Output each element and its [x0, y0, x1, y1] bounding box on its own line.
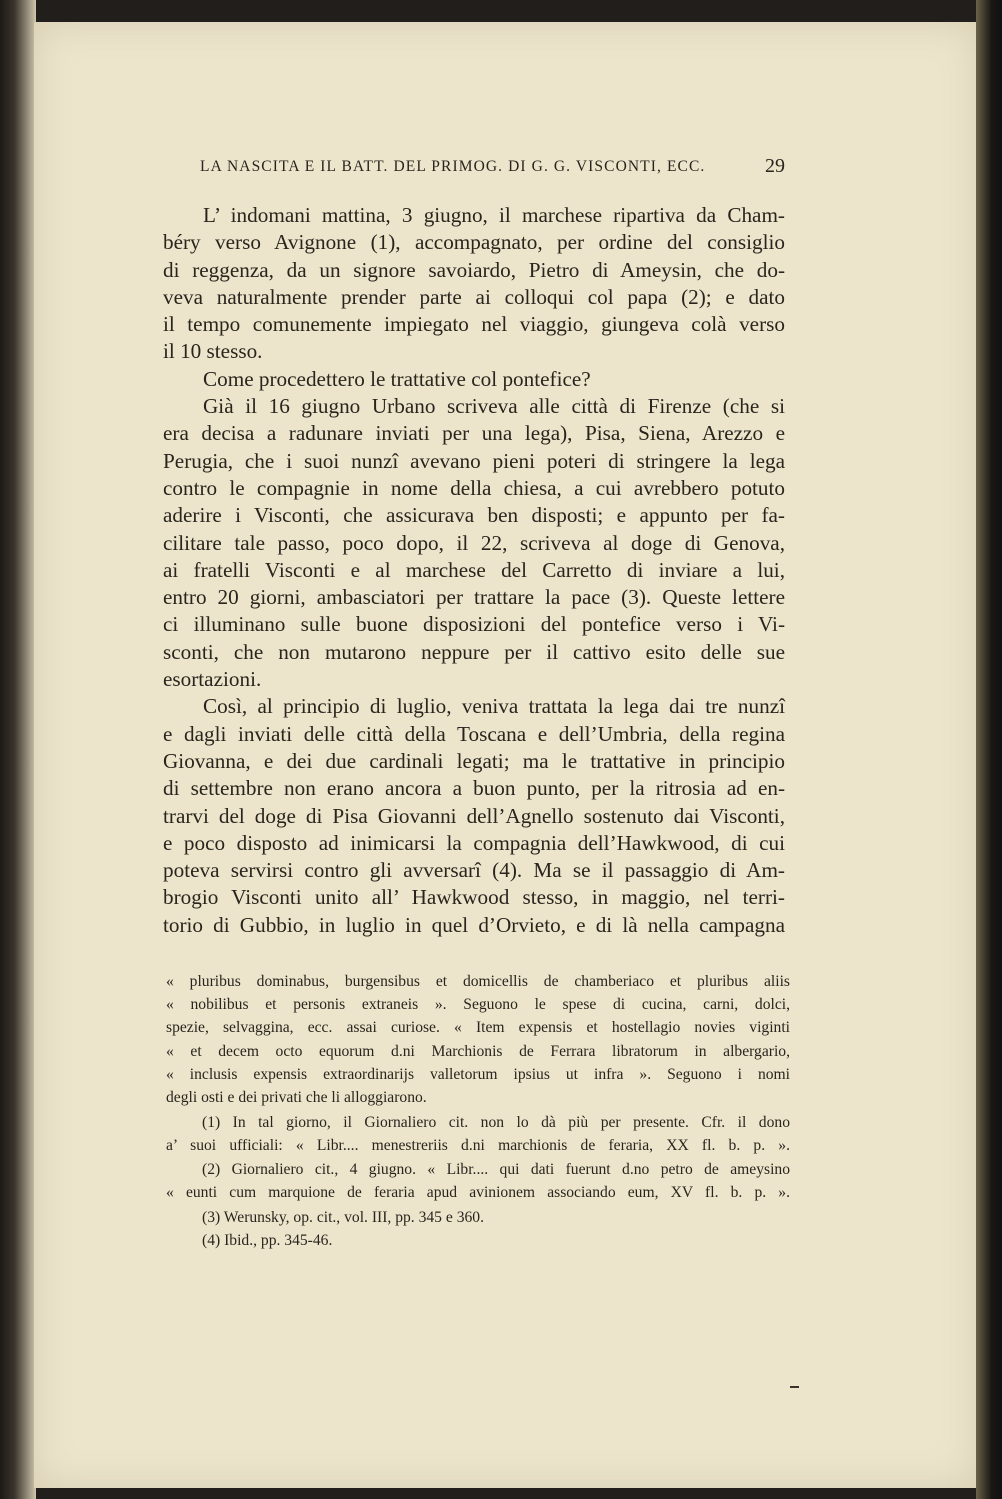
text-line: di reggenza, da un signore savoiardo, Pietro di Ameysin, che do-	[163, 257, 785, 282]
text-line: veva naturalmente prender parte ai colloqui col papa (2); e dato	[163, 284, 785, 309]
text-line: Così, al principio di luglio, veniva trattata la lega dai tre nunzî	[203, 694, 785, 719]
text-line: cilitare tale passo, poco dopo, il 22, scriveva al doge di Genova,	[163, 530, 785, 555]
footnote-line: « nobilibus et personis extraneis ». Seguono le spese di cucina, carni, dolci,	[166, 996, 790, 1014]
text-line: L’ indomani mattina, 3 giugno, il marchese ripartiva da Cham-	[203, 203, 785, 227]
text-line: il tempo comunemente impiegato nel viaggio, giungeva colà verso	[163, 312, 785, 337]
binding-edge	[0, 0, 36, 1499]
footnotes	[166, 970, 790, 1252]
footnote-line: « eunti cum marquione de feraria apud avinionem associando eum, XV fl. b. p. ».	[166, 1183, 790, 1201]
text-line: esortazioni.	[163, 667, 262, 692]
footnote-2: (2) Giornaliero cit., 4 giugno. « Libr.... qui dati fuerunt d.no petro de ameysino	[202, 1160, 790, 1178]
text-line: era decisa a radunare inviati per una lega), Pisa, Siena, Arezzo e	[163, 421, 785, 446]
page-right-edge	[976, 0, 1002, 1499]
main-text	[163, 202, 785, 939]
text-line: béry verso Avignone (1), accompagnato, per ordine del consiglio	[163, 230, 785, 255]
text-line: Come procedettero le trattative col pontefice?	[203, 366, 591, 391]
text-line: aderire i Visconti, che assicurava ben disposti; e appunto per fa-	[163, 503, 785, 528]
footnote-1: (1) In tal giorno, il Giornaliero cit. non lo dà più per presente. Cfr. il dono	[202, 1114, 790, 1132]
running-header	[200, 155, 785, 177]
text-line: contro le compagnie in nome della chiesa, a cui avrebbero potuto	[163, 475, 785, 500]
text-line: Giovanna, e dei due cardinali legati; ma le trattative in principio	[163, 748, 785, 773]
text-line: ai fratelli Visconti e al marchese del Carretto di inviare a lui,	[163, 557, 785, 582]
running-header-title: LA NASCITA E IL BATT. DEL PRIMOG. DI G. G. VISCONTI, ECC.	[200, 158, 706, 175]
text-line: entro 20 giorni, ambasciatori per trattare la pace (3). Queste lettere	[163, 585, 785, 610]
text-line: trarvi del doge di Pisa Giovanni dell’Agnello sostenuto dai Visconti,	[163, 803, 785, 828]
text-line: Perugia, che i suoi nunzî avevano pieni poteri di stringere la lega	[163, 448, 785, 473]
page-mark	[790, 1386, 799, 1388]
text-line: torio di Gubbio, in luglio in quel d’Orvieto, e di là nella campagna	[163, 912, 785, 937]
footnote-line: « pluribus dominabus, burgensibus et domicellis de chamberiaco et pluribus aliis	[166, 973, 790, 990]
text-line: il 10 stesso.	[163, 339, 263, 364]
footnote-line: degli osti e dei privati che li alloggiarono.	[166, 1088, 427, 1106]
text-line: e dagli inviati delle città della Toscana e dell’Umbria, della regina	[163, 721, 785, 746]
text-line: ci illuminano sulle buone disposizioni del pontefice verso i Vi-	[163, 612, 785, 637]
footnote-line: « et decem octo equorum d.ni Marchionis de Ferrara libratorum in albergario,	[166, 1042, 790, 1060]
text-line: e poco disposto ad inimicarsi la compagnia dell’Hawkwood, di cui	[163, 830, 785, 855]
footnote-3: (3) Werunsky, op. cit., vol. III, pp. 345 e 360.	[202, 1208, 484, 1226]
page-number: 29	[765, 155, 785, 177]
text-line: brogio Visconti unito all’ Hawkwood stesso, in maggio, nel terri-	[163, 885, 785, 910]
footnote-4: (4) Ibid., pp. 345-46.	[202, 1232, 333, 1250]
footnote-line: « inclusis expensis extraordinarijs valletorum ipsius ut infra ». Seguono i nomi	[166, 1065, 790, 1083]
footnote-line: spezie, selvaggina, ecc. assai curiose. « Item expensis et hostellagio novies viginti	[166, 1019, 790, 1037]
text-line: poteva servirsi contro gli avversarî (4). Ma se il passaggio di Am-	[163, 858, 785, 883]
text-line: Già il 16 giugno Urbano scriveva alle città di Firenze (che si	[203, 394, 785, 419]
text-line: di settembre non erano ancora a buon punto, per la ritrosia ad en-	[163, 776, 785, 801]
text-line: sconti, che non mutarono neppure per il cattivo esito delle sue	[163, 639, 785, 664]
footnote-line: a’ suoi ufficiali: « Libr.... menestreriis d.ni marchionis de feraria, XX fl. b. p. ».	[166, 1137, 790, 1155]
